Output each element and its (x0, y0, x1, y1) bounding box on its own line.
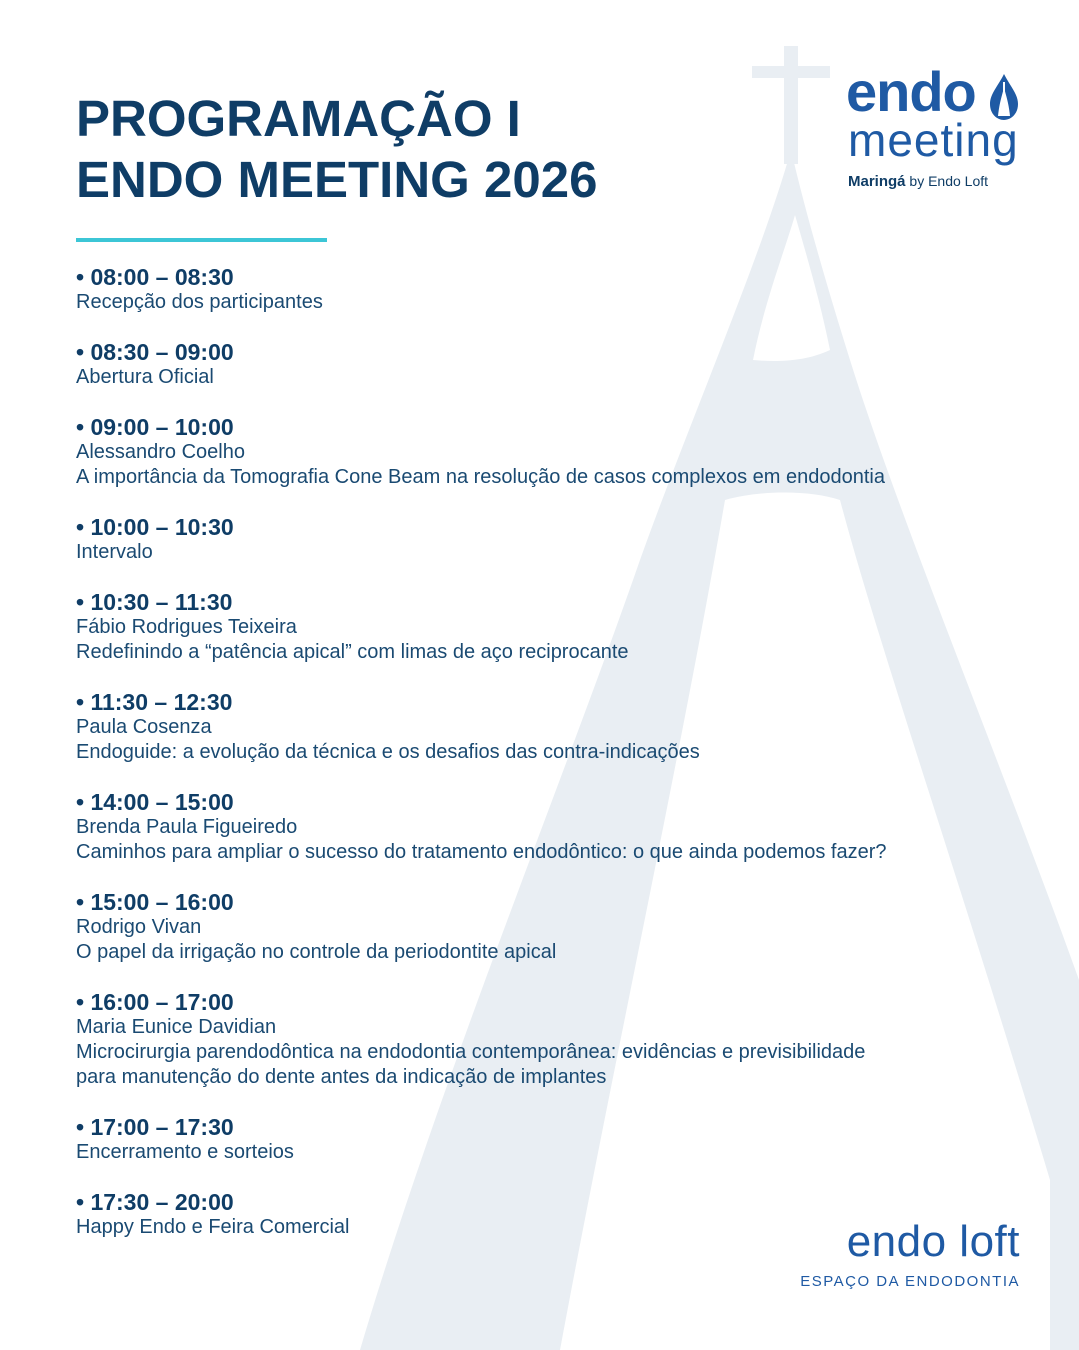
schedule-time: • 17:30 – 20:00 (76, 1189, 234, 1215)
endo-loft-logo (796, 1214, 1036, 1294)
schedule-detail: Happy Endo e Feira Comercial (76, 1216, 350, 1238)
schedule-detail: Brenda Paula Figueiredo (76, 816, 298, 838)
schedule-detail: Encerramento e sorteios (76, 1141, 294, 1163)
schedule-item (76, 514, 1036, 565)
title-underline-divider (76, 238, 327, 242)
page-title (76, 88, 597, 210)
schedule-item (76, 339, 1036, 390)
schedule-time: • 11:30 – 12:30 (76, 689, 233, 715)
schedule-time: • 10:30 – 11:30 (76, 589, 233, 615)
schedule-list (76, 264, 1036, 1264)
schedule-time: • 15:00 – 16:00 (76, 889, 234, 915)
schedule-detail: para manutenção do dente antes da indicação de implantes (76, 1066, 607, 1088)
schedule-time: • 09:00 – 10:00 (76, 414, 234, 440)
logo-brand-name: endo loft (846, 1217, 1020, 1266)
schedule-detail: Alessandro Coelho (76, 441, 245, 463)
schedule-detail: Endoguide: a evolução da técnica e os desafios das contra-indicações (76, 741, 700, 763)
logo-endo-word: endo (846, 60, 976, 123)
schedule-detail: Rodrigo Vivan (76, 916, 202, 938)
schedule-detail: Intervalo (76, 541, 153, 563)
logo-city-line (848, 172, 988, 191)
endo-meeting-logo (846, 60, 1036, 192)
schedule-item (76, 264, 1036, 315)
schedule-time: • 14:00 – 15:00 (76, 789, 234, 815)
schedule-time: • 08:00 – 08:30 (76, 264, 234, 290)
schedule-detail: Paula Cosenza (76, 716, 212, 738)
logo-by: by Endo Loft (909, 173, 989, 189)
schedule-item (76, 414, 1036, 490)
schedule-item (76, 889, 1036, 965)
page-title-line-2: ENDO MEETING 2026 (76, 151, 598, 208)
schedule-detail: A importância da Tomografia Cone Beam na resolução de casos complexos em endodontia (76, 466, 885, 488)
schedule-detail: Recepção dos participantes (76, 291, 323, 313)
schedule-item (76, 989, 1036, 1090)
schedule-detail: Redefinindo a “patência apical” com limas de aço reciprocante (76, 641, 629, 663)
schedule-detail: Caminhos para ampliar o sucesso do tratamento endodôntico: o que ainda podemos fazer? (76, 841, 887, 863)
schedule-detail: Fábio Rodrigues Teixeira (76, 616, 297, 638)
page-title-line-1: PROGRAMAÇÃO I (76, 90, 521, 147)
logo-meeting-word: meeting (848, 114, 1019, 166)
schedule-detail: Abertura Oficial (76, 366, 214, 388)
schedule-time: • 10:00 – 10:30 (76, 514, 234, 540)
schedule-detail: Microcirurgia parendodôntica na endodontia contemporânea: evidências e previsibilidade (76, 1041, 866, 1063)
schedule-detail: Maria Eunice Davidian (76, 1016, 277, 1038)
schedule-item (76, 1114, 1036, 1165)
logo-tagline: ESPAÇO DA ENDODONTIA (800, 1273, 1020, 1290)
schedule-item (76, 789, 1036, 865)
schedule-time: • 16:00 – 17:00 (76, 989, 234, 1015)
schedule-detail: O papel da irrigação no controle da periodontite apical (76, 941, 557, 963)
schedule-item (76, 689, 1036, 765)
schedule-item (76, 589, 1036, 665)
schedule-time: • 17:00 – 17:30 (76, 1114, 234, 1140)
logo-city: Maringá (848, 173, 906, 190)
schedule-time: • 08:30 – 09:00 (76, 339, 234, 365)
